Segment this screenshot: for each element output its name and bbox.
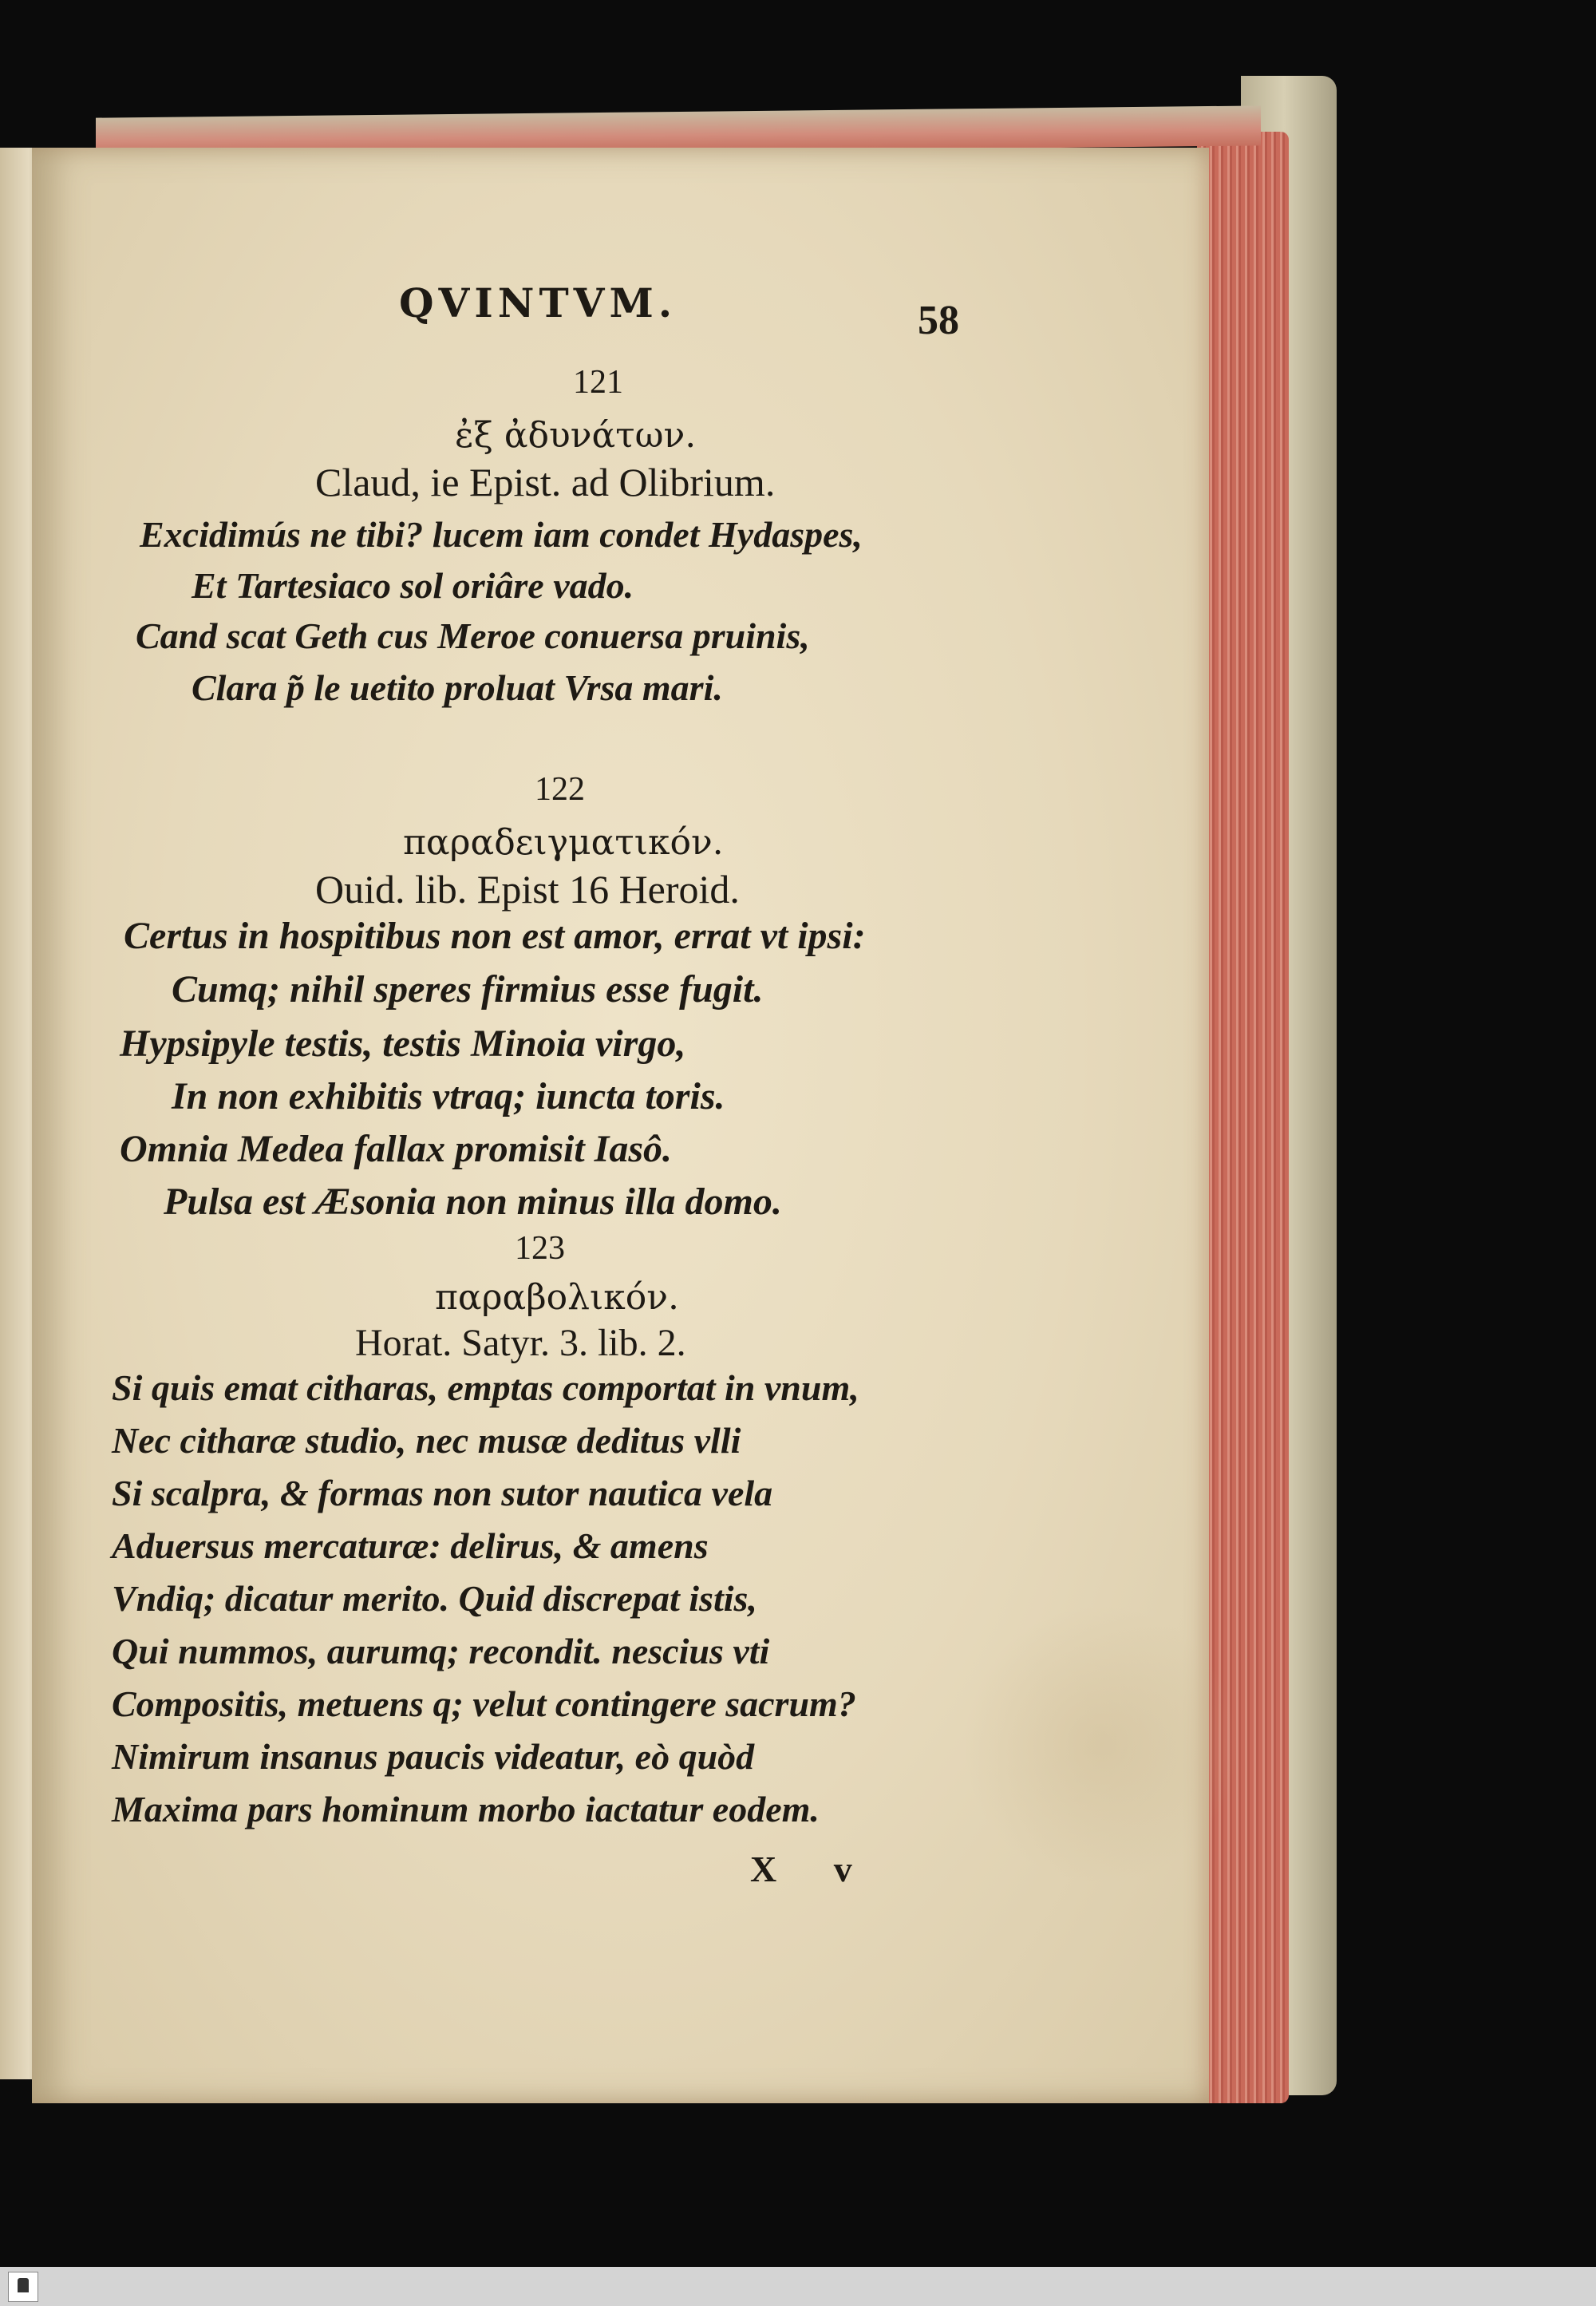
verse-line: Cumq; nihil speres firmius esse fugit.	[172, 968, 764, 1011]
verse-line: Si scalpra, & formas non sutor nautica vela	[112, 1473, 773, 1513]
verse-line: Compositis, metuens q; velut contingere sacrum?	[112, 1683, 856, 1724]
section-source: Horat. Satyr. 3. lib. 2.	[355, 1322, 686, 1364]
section-greek-title: ἐξ ἀδυνάτων.	[455, 415, 697, 456]
verse-line: Cand scat Geth cus Meroe conuersa pruinis,	[136, 615, 810, 656]
verse-line: Hypsipyle testis, testis Minoia virgo,	[120, 1022, 686, 1065]
verse-line: Certus in hospitibus non est amor, errat vt ipsi:	[124, 915, 866, 957]
section-number: 121	[573, 364, 623, 401]
verse-line: Omnia Medea fallax promisit Iasô.	[120, 1128, 673, 1170]
verse-line: Nimirum insanus paucis videatur, eò quòd	[112, 1736, 755, 1777]
verse-line: Excidimús ne tibi? lucem iam condet Hydaspes,	[140, 514, 863, 555]
verse-line: Vndiq; dicatur merito. Quid discrepat istis,	[112, 1578, 757, 1619]
page-number: 58	[918, 298, 959, 343]
viewer-footer-bar	[0, 2267, 1596, 2306]
verse-line: Aduersus mercaturæ: delirus, & amens	[112, 1525, 709, 1566]
section-source: Ouid. lib. Epist 16 Heroid.	[315, 867, 740, 912]
section-number: 122	[535, 771, 585, 808]
verse-line: Nec citharæ studio, nec musæ deditus vlli	[112, 1420, 741, 1461]
verse-line: Maxima pars hominum morbo iactatur eodem.	[112, 1789, 820, 1829]
verse-line: Si quis emat citharas, emptas comportat in vnum,	[112, 1367, 859, 1408]
section-greek-title: παραβολικόν.	[435, 1277, 680, 1318]
running-title: QVINTVM.	[399, 279, 678, 326]
section-source: Claud, ie Epist. ad Olibrium.	[315, 460, 776, 504]
section-greek-title: παραδειγματικόν.	[403, 822, 724, 863]
verse-line: Et Tartesiaco sol oriâre vado.	[192, 565, 634, 606]
verse-line: Pulsa est Æsonia non minus illa domo.	[164, 1181, 782, 1223]
verse-line: Clara p͂ le uetito proluat Vrsa mari.	[192, 667, 723, 708]
water-stain	[966, 1600, 1237, 1888]
verse-line: Qui nummos, aurumq; recondit. nescius vti	[112, 1631, 770, 1671]
signature-mark: X v	[750, 1849, 876, 1889]
library-logo-icon	[8, 2272, 38, 2302]
section-number: 123	[515, 1230, 565, 1267]
verse-line: In non exhibitis vtraq; iuncta toris.	[172, 1075, 725, 1117]
